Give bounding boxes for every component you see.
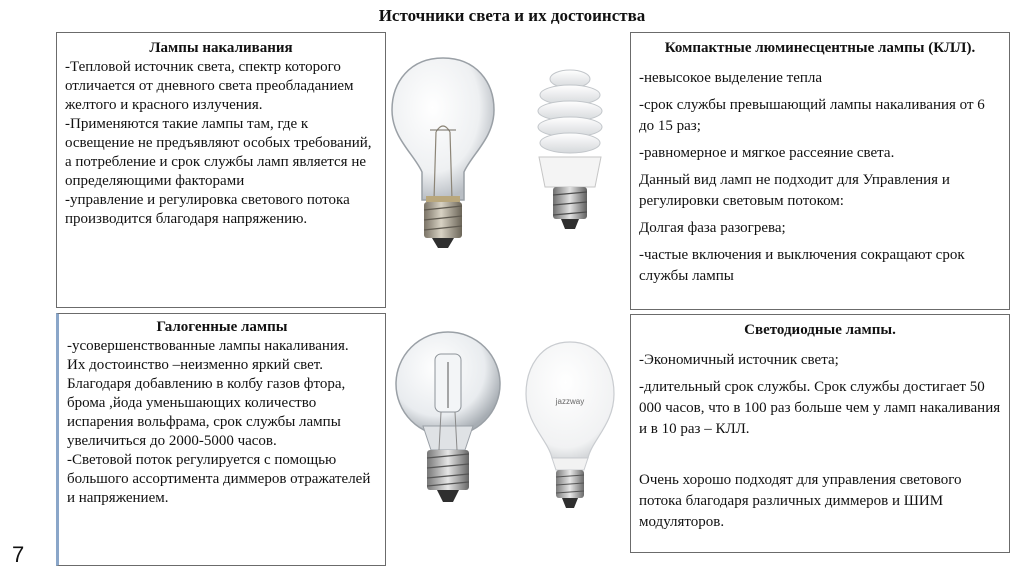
cfl-line: -срок службы превышающий лампы накаливания от 6 до 15 раз;: [639, 97, 985, 134]
incandescent-lamps-panel: [56, 32, 386, 308]
led-line: Очень хорошо подходят для управления светового потока благодаря различных диммеров и ШИМ модуляторов.: [639, 472, 962, 530]
cfl-heading: Компактные люминесцентные лампы (КЛЛ).: [664, 40, 976, 56]
incandescent-line: -Тепловой источник света, спектр которого отличается от дневного света преобладанием желтого и красного излучения.: [65, 59, 354, 113]
incandescent-bulb-icon: [388, 50, 498, 250]
cfl-line: -равномерное и мягкое рассеяние света.: [639, 145, 895, 161]
cfl-line: -частые включения и выключения сокращают срок службы лампы: [639, 247, 965, 284]
led-bulb-icon: [520, 338, 620, 518]
led-line: -Экономичный источник света;: [639, 352, 839, 368]
incandescent-line: -управление и регулировка светового потока производится благодаря напряжению.: [65, 192, 350, 227]
cfl-line: Данный вид ламп не подходит для Управления и регулировки световым потоком:: [639, 172, 950, 209]
incandescent-heading: Лампы накаливания: [149, 40, 293, 56]
halogen-lamps-panel: [56, 313, 386, 566]
halogen-line: Их достоинство –неизменно яркий свет. Благодаря добавлению в колбу газов фтора, брома ,йода уменьшающих количество испарения вольфрама, срок службы лампы увеличиться до 2000-5000 часов.: [67, 357, 346, 449]
led-lamps-panel: [630, 314, 1010, 553]
led-brand-mark: jazzway: [555, 397, 585, 406]
halogen-bulb-icon: [393, 322, 503, 522]
led-heading: Светодиодные лампы.: [744, 322, 896, 338]
incandescent-line: -Применяются такие лампы там, где к освещение не предъявляют особых требований, а потребление и срок службы ламп является не определяющими факторами: [65, 116, 372, 189]
cfl-lamps-panel: [630, 32, 1010, 310]
led-line: -длительный срок службы. Срок службы достигает 50 000 часов, что в 100 раз больше чем у ламп накаливания и в 10 раз – КЛЛ.: [639, 379, 1001, 437]
halogen-heading: Галогенные лампы: [156, 319, 288, 335]
cfl-spiral-bulb-icon: [525, 65, 615, 245]
led-spacer: [639, 446, 1001, 464]
page-number: 7: [12, 542, 25, 567]
halogen-line: -Световой поток регулируется с помощью большого ассортимента диммеров отражателей и напряжением.: [67, 452, 371, 506]
halogen-line: -усовершенствованные лампы накаливания.: [67, 338, 349, 354]
slide-title: Источники света и их достоинства: [378, 6, 646, 25]
cfl-line: Долгая фаза разогрева;: [639, 220, 786, 236]
cfl-line: -невысокое выделение тепла: [639, 70, 823, 86]
